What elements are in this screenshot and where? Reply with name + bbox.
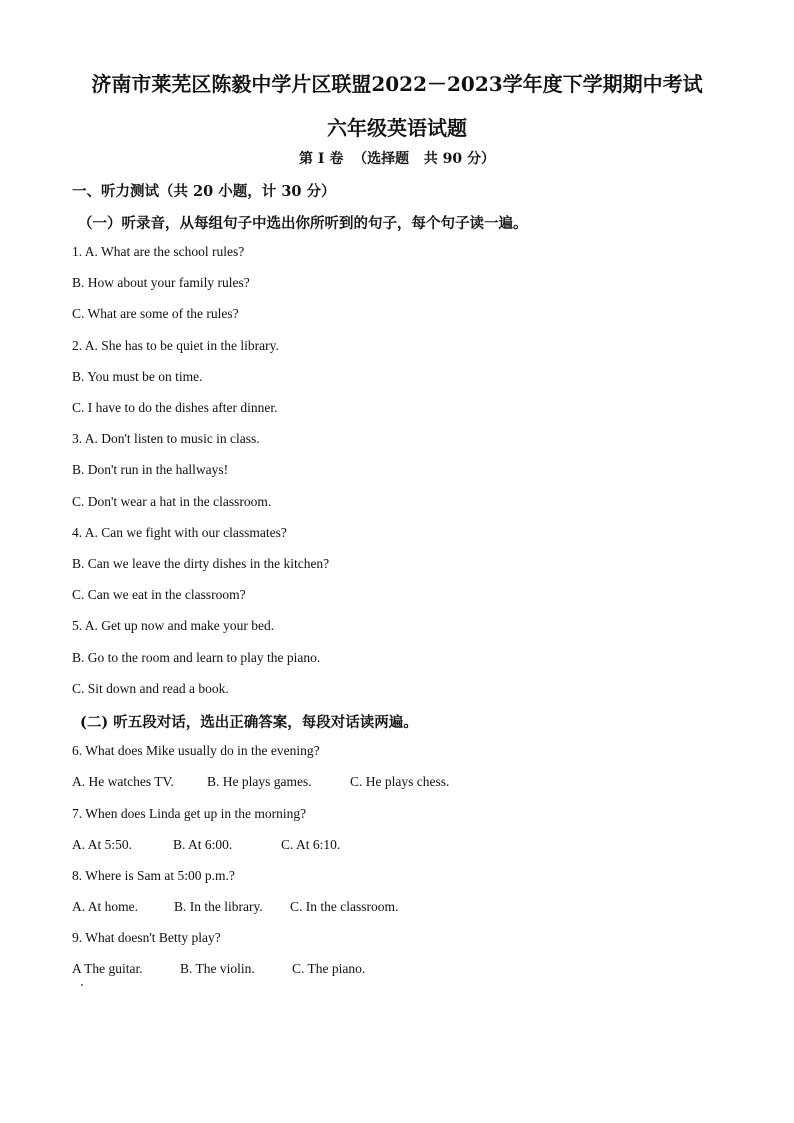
section-heading-listening: 一、听力测试（共 20 小题，计 30 分） bbox=[72, 183, 336, 200]
option-line: B. Can we leave the dirty dishes in the kitchen? bbox=[72, 556, 330, 571]
option-line: C. What are some of the rules? bbox=[72, 306, 239, 321]
option-c: C. At 6:10. bbox=[281, 837, 341, 852]
exam-subtitle: 六年级英语试题 bbox=[327, 116, 467, 140]
option-a: A. He watches TV. bbox=[72, 774, 174, 789]
option-a: A The guitar. bbox=[72, 961, 143, 976]
option-line: B. How about your family rules? bbox=[72, 275, 250, 290]
option-line: B. You must be on time. bbox=[72, 369, 203, 384]
option-a: A. At 5:50. bbox=[72, 837, 133, 852]
option-line: B. Don't run in the hallways! bbox=[72, 462, 229, 477]
option-c: C. He plays chess. bbox=[350, 774, 450, 789]
option-b: B. The violin. bbox=[180, 961, 255, 976]
subsection-heading-1: （一）听录音，从每组句子中选出你所听到的句子，每个句子读一遍。 bbox=[78, 215, 528, 232]
question-line: 2. A. She has to be quiet in the library. bbox=[72, 338, 279, 353]
option-line: C. Can we eat in the classroom? bbox=[72, 587, 246, 602]
question-line: 7. When does Linda get up in the morning? bbox=[72, 806, 307, 821]
option-c: C. In the classroom. bbox=[290, 899, 399, 914]
question-line: 6. What does Mike usually do in the evening? bbox=[72, 743, 320, 758]
option-line: B. Go to the room and learn to play the piano. bbox=[72, 650, 321, 665]
question-line: 3. A. Don't listen to music in class. bbox=[72, 431, 260, 446]
subsection-heading-2: (二) 听五段对话，选出正确答案，每段对话读两遍。 bbox=[80, 714, 418, 731]
question-line: 1. A. What are the school rules? bbox=[72, 244, 245, 259]
question-line: 4. A. Can we fight with our classmates? bbox=[72, 525, 287, 540]
option-line: C. Don't wear a hat in the classroom. bbox=[72, 494, 272, 509]
question-line: 5. A. Get up now and make your bed. bbox=[72, 618, 275, 633]
option-line: C. I have to do the dishes after dinner. bbox=[72, 400, 278, 415]
option-a: A. At home. bbox=[72, 899, 138, 914]
part-heading: 第 I 卷 （选择题 共 90 分） bbox=[299, 151, 495, 167]
exam-title: 济南市莱芜区陈毅中学片区联盟2022－2023学年度下学期期中考试 bbox=[91, 72, 703, 96]
question-line: 8. Where is Sam at 5:00 p.m.? bbox=[72, 868, 235, 883]
option-b: B. He plays games. bbox=[207, 774, 312, 789]
option-line: C. Sit down and read a book. bbox=[72, 681, 229, 696]
option-b: B. In the library. bbox=[174, 899, 263, 914]
question-line: 9. What doesn't Betty play? bbox=[72, 930, 221, 945]
option-c: C. The piano. bbox=[292, 961, 366, 976]
option-b: B. At 6:00. bbox=[173, 837, 233, 852]
stray-mark bbox=[81, 984, 83, 986]
